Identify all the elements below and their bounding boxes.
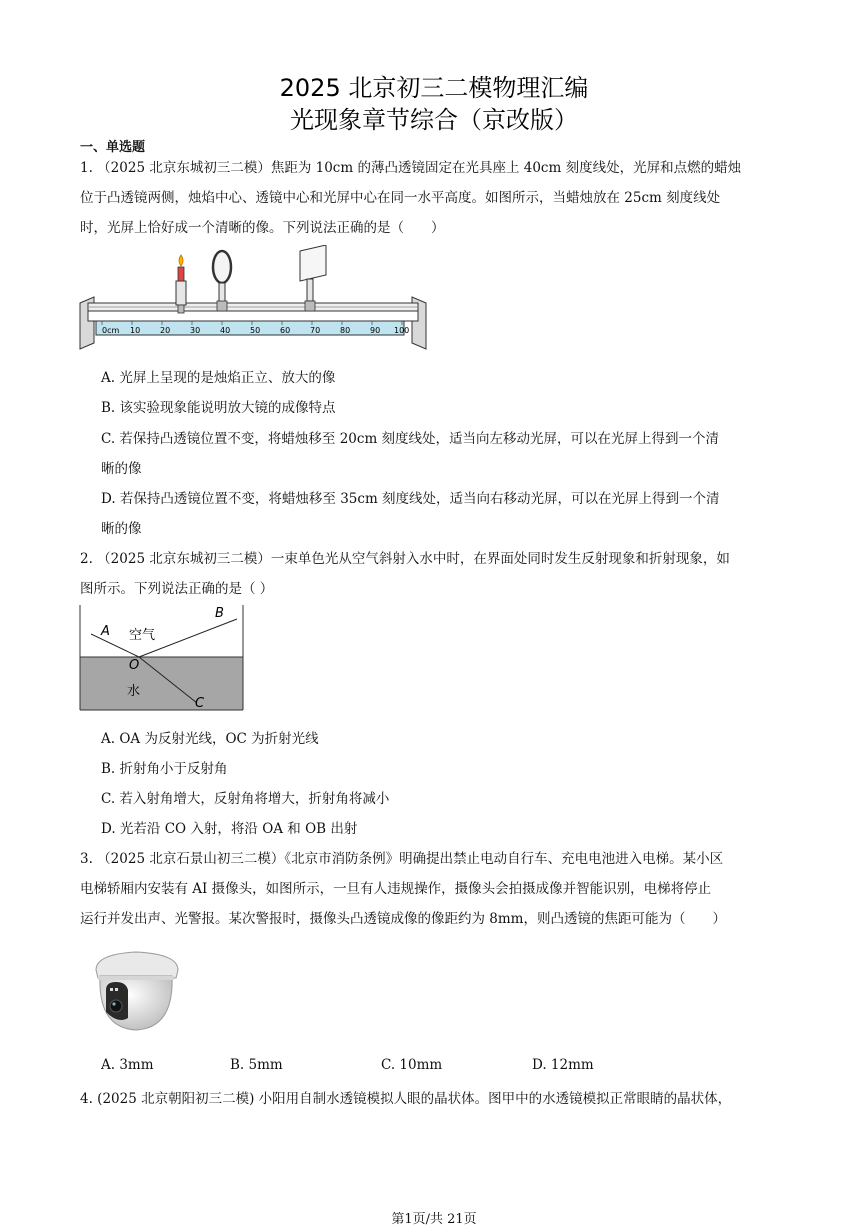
tick-label-0: 0cm bbox=[102, 326, 120, 335]
q3-option-d: D. 12mm bbox=[532, 1057, 594, 1073]
tick-label-70: 70 bbox=[310, 326, 321, 335]
label-o: O bbox=[129, 658, 140, 673]
reflection-refraction-figure bbox=[79, 603, 245, 713]
q1-text-line1: 1. （2025 北京东城初三二模）焦距为 10cm 的薄凸透镜固定在光具座上 40cm 刻度线处，光屏和点燃的蜡烛 bbox=[80, 160, 742, 176]
tick-label-20: 20 bbox=[160, 326, 171, 335]
q3-text-line1: 3. （2025 北京石景山初三二模）《北京市消防条例》明确提出禁止电动自行车、充电电池进入电梯。某小区 bbox=[80, 851, 724, 867]
optical-bench-figure bbox=[78, 245, 430, 355]
label-c: C bbox=[195, 696, 205, 711]
q1-option-c-line1: C. 若保持凸透镜位置不变，将蜡烛移至 20cm 刻度线处，适当向左移动光屏，可以在光屏上得到一个清 bbox=[101, 431, 720, 447]
tick-label-40: 40 bbox=[220, 326, 231, 335]
tick-label-90: 90 bbox=[370, 326, 381, 335]
security-camera-icon bbox=[92, 948, 182, 1034]
document-title-line1: 2025 北京初三二模物理汇编 bbox=[279, 74, 589, 102]
q1-option-d-line2: 晰的像 bbox=[101, 521, 142, 537]
q2-option-d: D. 光若沿 CO 入射，将沿 OA 和 OB 出射 bbox=[101, 821, 358, 837]
tick-label-100: 100 bbox=[394, 326, 410, 335]
page-footer: 第1页/共 21页 bbox=[391, 1212, 477, 1227]
tick-label-60: 60 bbox=[280, 326, 291, 335]
label-water: 水 bbox=[127, 684, 141, 699]
q1-option-c-line2: 晰的像 bbox=[101, 461, 142, 477]
label-air: 空气 bbox=[129, 628, 156, 643]
tick-label-80: 80 bbox=[340, 326, 351, 335]
label-a: A bbox=[101, 624, 110, 639]
document-title-line2: 光现象章节综合（京改版） bbox=[290, 106, 578, 134]
q3-option-a: A. 3mm bbox=[101, 1057, 154, 1073]
tick-label-10: 10 bbox=[130, 326, 141, 335]
convex-lens-icon bbox=[213, 251, 231, 311]
q3-text-line2: 电梯轿厢内安装有 AI 摄像头，如图所示，一旦有人违规操作，摄像头会拍摄成像并智能识别，电梯将停止 bbox=[80, 881, 712, 897]
q1-text-line2: 位于凸透镜两侧，烛焰中心、透镜中心和光屏中心在同一水平高度。如图所示，当蜡烛放在 25cm 刻度线处 bbox=[80, 190, 721, 206]
q1-option-d-line1: D. 若保持凸透镜位置不变，将蜡烛移至 35cm 刻度线处，适当向右移动光屏，可以在光屏上得到一个清 bbox=[101, 491, 720, 507]
q2-text-line2: 图所示。下列说法正确的是（ ） bbox=[80, 581, 274, 597]
q4-text-line1: 4. (2025 北京朝阳初三二模) 小阳用自制水透镜模拟人眼的晶状体。图甲中的水透镜模拟正常眼睛的晶状体， bbox=[80, 1091, 732, 1107]
q3-option-b: B. 5mm bbox=[230, 1057, 283, 1073]
candle-icon bbox=[176, 255, 186, 313]
section-heading: 一、单选题 bbox=[80, 140, 146, 155]
q3-option-c: C. 10mm bbox=[381, 1057, 443, 1073]
label-b: B bbox=[215, 606, 224, 621]
water-region bbox=[80, 657, 243, 710]
q2-text-line1: 2. （2025 北京东城初三二模）一束单色光从空气斜射入水中时，在界面处同时发生反射现象和折射现象，如 bbox=[80, 551, 730, 567]
q3-text-line3: 运行并发出声、光警报。某次警报时，摄像头凸透镜成像的像距约为 8mm，则凸透镜的焦距可能为（ ） bbox=[80, 911, 726, 927]
q2-option-a: A. OA 为反射光线，OC 为折射光线 bbox=[101, 731, 319, 747]
q1-option-b: B. 该实验现象能说明放大镜的成像特点 bbox=[101, 400, 336, 416]
tick-label-30: 30 bbox=[190, 326, 201, 335]
q2-option-c: C. 若入射角增大，反射角将增大，折射角将减小 bbox=[101, 791, 390, 807]
q2-option-b: B. 折射角小于反射角 bbox=[101, 761, 228, 777]
light-screen-icon bbox=[300, 245, 326, 311]
tick-label-50: 50 bbox=[250, 326, 261, 335]
q1-option-a: A. 光屏上呈现的是烛焰正立、放大的像 bbox=[101, 370, 336, 386]
q1-text-line3: 时，光屏上恰好成一个清晰的像。下列说法正确的是（ ） bbox=[80, 220, 445, 236]
